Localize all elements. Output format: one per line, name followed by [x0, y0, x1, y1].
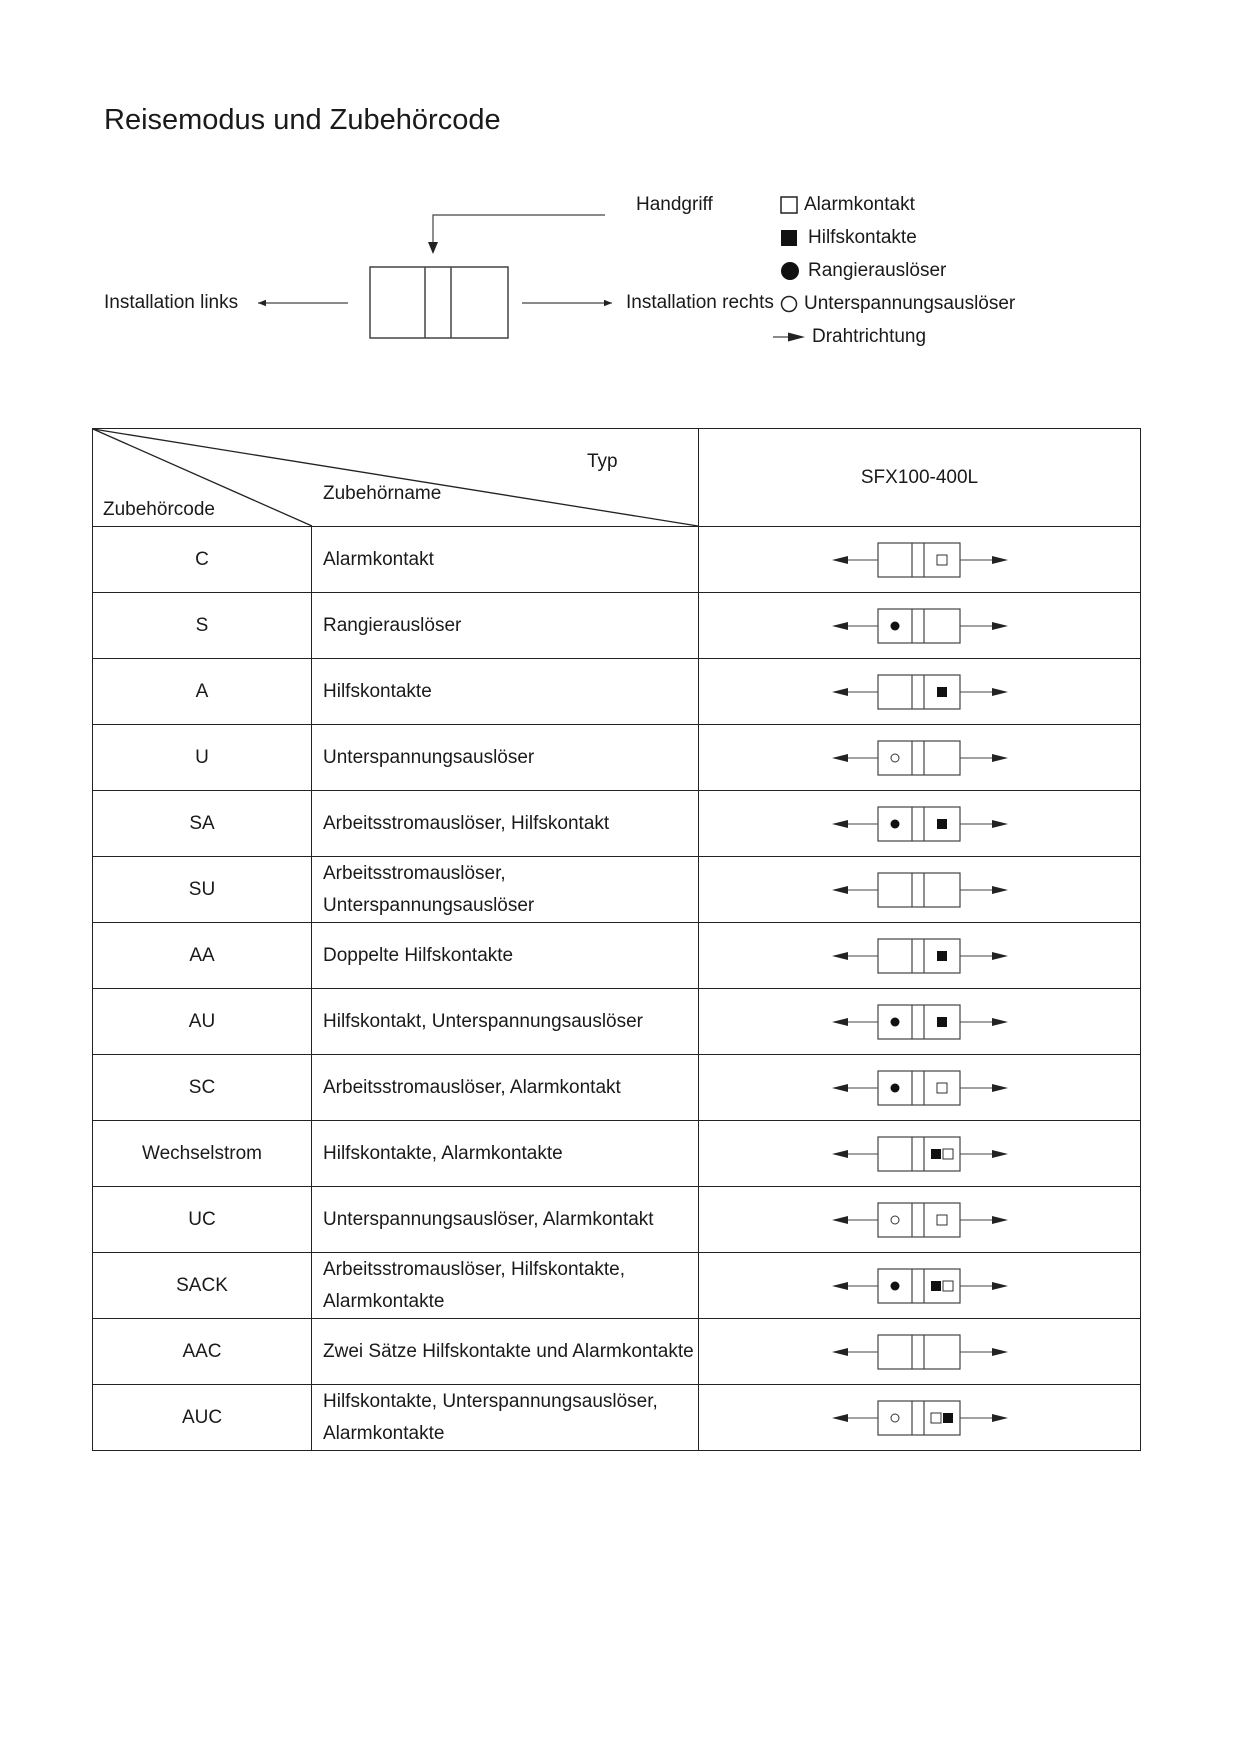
open-square-icon — [780, 196, 798, 214]
accessory-name: Alarmkontakt — [312, 527, 699, 593]
breaker-box — [878, 1071, 960, 1105]
accessory-name: Hilfskontakte, Alarmkontakte — [312, 1121, 699, 1187]
filled-circle-icon — [890, 1281, 899, 1290]
left-arrow-icon — [832, 820, 848, 828]
table-row — [93, 1121, 1141, 1187]
accessory-code: S — [93, 593, 312, 659]
accessory-diagram-cell — [699, 1055, 1141, 1121]
table-row — [93, 1385, 1141, 1451]
breaker-box — [878, 609, 960, 643]
accessory-name: Unterspannungsauslöser, Alarmkontakt — [312, 1187, 699, 1253]
filled-square-icon — [937, 1017, 947, 1027]
page-title: Reisemodus und Zubehörcode — [104, 104, 501, 136]
accessory-diagram-cell — [699, 1253, 1141, 1319]
breaker-mini-diagram — [830, 1134, 1010, 1174]
left-arrow-icon — [832, 1150, 848, 1158]
legend-item-aux: Hilfskontakte — [780, 226, 917, 250]
left-arrow-icon — [832, 952, 848, 960]
right-arrow-icon — [992, 886, 1008, 894]
header-name: Zubehörname — [323, 483, 442, 504]
legend-item-undervoltage: Unterspannungsauslöser — [780, 292, 1015, 316]
right-arrow-icon — [992, 754, 1008, 762]
right-arrow-icon — [992, 622, 1008, 630]
left-arrow-icon — [832, 1018, 848, 1026]
right-arrow-icon — [992, 556, 1008, 564]
table-row — [93, 1319, 1141, 1385]
install-right-label: Installation rechts — [626, 292, 774, 313]
right-arrow-icon — [992, 1018, 1008, 1026]
accessory-code: SU — [93, 857, 312, 923]
open-circle-icon — [891, 754, 899, 762]
left-arrow-icon — [832, 1414, 848, 1422]
accessory-code: U — [93, 725, 312, 791]
table-row — [93, 1187, 1141, 1253]
accessory-code: Wechselstrom — [93, 1121, 312, 1187]
header-code: Zubehörcode — [103, 499, 215, 520]
accessory-code: AUC — [93, 1385, 312, 1451]
right-arrow-icon — [992, 820, 1008, 828]
filled-circle-icon — [890, 819, 899, 828]
handle-pointer-arrowhead — [428, 242, 438, 254]
table-row — [93, 527, 1141, 593]
accessory-code: AU — [93, 989, 312, 1055]
wire-arrow-icon — [772, 331, 806, 343]
table-row — [93, 1055, 1141, 1121]
breaker-mini-diagram — [830, 540, 1010, 580]
accessory-diagram-cell — [699, 725, 1141, 791]
handle-pointer-line — [433, 215, 605, 252]
right-arrow-icon — [992, 688, 1008, 696]
right-arrow-icon — [992, 1282, 1008, 1290]
open-square-icon — [943, 1281, 953, 1291]
filled-square-icon — [937, 687, 947, 697]
breaker-box — [878, 1203, 960, 1237]
breaker-box — [878, 1005, 960, 1039]
table-row — [93, 923, 1141, 989]
accessory-code: SACK — [93, 1253, 312, 1319]
right-arrow-icon — [992, 1348, 1008, 1356]
accessory-code: UC — [93, 1187, 312, 1253]
filled-square-icon — [937, 819, 947, 829]
breaker-box — [878, 543, 960, 577]
accessory-diagram-cell — [699, 1385, 1141, 1451]
legend-item-shunt: Rangierauslöser — [780, 259, 946, 283]
table-header-row — [93, 429, 1141, 527]
breaker-body — [370, 267, 508, 338]
accessory-name: Doppelte Hilfskontakte — [312, 923, 699, 989]
right-arrow-icon — [992, 1084, 1008, 1092]
breaker-mini-diagram — [830, 1398, 1010, 1438]
accessory-diagram-cell — [699, 1187, 1141, 1253]
legend-item-wire: Drahtrichtung — [772, 325, 926, 349]
filled-circle-icon — [890, 1017, 899, 1026]
table-row — [93, 659, 1141, 725]
filled-circle-icon — [890, 621, 899, 630]
open-circle-icon — [780, 295, 798, 313]
table-row — [93, 593, 1141, 659]
right-arrow-icon — [992, 1414, 1008, 1422]
breaker-box — [878, 675, 960, 709]
accessory-name: Arbeitsstromauslöser, Alarmkontakt — [312, 1055, 699, 1121]
accessory-name: Hilfskontakte, Unterspannungsauslöser, Alarmkontakte — [312, 1385, 699, 1451]
right-arrow-icon — [992, 1216, 1008, 1224]
accessory-diagram-cell — [699, 593, 1141, 659]
left-arrow-icon — [832, 1348, 848, 1356]
handle-label: Handgriff — [636, 194, 713, 215]
breaker-mini-diagram — [830, 1002, 1010, 1042]
breaker-box — [878, 873, 960, 907]
accessory-name: Arbeitsstromauslöser, Hilfskontakt — [312, 791, 699, 857]
accessory-code: C — [93, 527, 312, 593]
filled-square-icon — [931, 1149, 941, 1159]
accessory-code: SA — [93, 791, 312, 857]
breaker-mini-diagram — [830, 1266, 1010, 1306]
breaker-mini-diagram — [830, 606, 1010, 646]
left-arrow-icon — [832, 1216, 848, 1224]
breaker-mini-diagram — [830, 936, 1010, 976]
breaker-box — [878, 807, 960, 841]
breaker-mini-diagram — [830, 738, 1010, 778]
accessory-name: Hilfskontakte — [312, 659, 699, 725]
accessory-diagram-cell — [699, 857, 1141, 923]
table-row — [93, 725, 1141, 791]
header-type: Typ — [587, 451, 618, 472]
table-row — [93, 791, 1141, 857]
accessory-diagram-cell — [699, 659, 1141, 725]
accessory-name: Rangierauslöser — [312, 593, 699, 659]
breaker-box — [878, 741, 960, 775]
header-model: SFX100-400L — [699, 429, 1141, 527]
filled-circle-icon — [890, 1083, 899, 1092]
open-circle-icon — [891, 1216, 899, 1224]
accessory-name: Arbeitsstromauslöser, Unterspannungsauslöser — [312, 857, 699, 923]
accessory-diagram-cell — [699, 989, 1141, 1055]
breaker-mini-diagram — [830, 1332, 1010, 1372]
accessory-name: Zwei Sätze Hilfskontakte und Alarmkontakte — [312, 1319, 699, 1385]
filled-square-icon — [780, 229, 798, 247]
accessory-code: AAC — [93, 1319, 312, 1385]
open-circle-icon — [891, 1414, 899, 1422]
accessory-name: Unterspannungsauslöser — [312, 725, 699, 791]
breaker-mini-diagram — [830, 672, 1010, 712]
right-arrow-icon — [992, 1150, 1008, 1158]
left-arrow-icon — [832, 1282, 848, 1290]
open-square-icon — [931, 1413, 941, 1423]
accessory-code: SC — [93, 1055, 312, 1121]
left-arrow-icon — [832, 886, 848, 894]
table-row — [93, 989, 1141, 1055]
table-row — [93, 1253, 1141, 1319]
breaker-mini-diagram — [830, 870, 1010, 910]
left-arrow-icon — [832, 1084, 848, 1092]
accessory-name: Arbeitsstromauslöser, Hilfskontakte, Alarmkontakte — [312, 1253, 699, 1319]
breaker-box — [878, 939, 960, 973]
left-arrow-icon — [832, 556, 848, 564]
accessory-diagram-cell — [699, 1121, 1141, 1187]
accessory-name: Hilfskontakt, Unterspannungsauslöser — [312, 989, 699, 1055]
accessory-code: A — [93, 659, 312, 725]
accessory-diagram-cell — [699, 923, 1141, 989]
install-left-label: Installation links — [104, 292, 239, 313]
breaker-mini-diagram — [830, 1200, 1010, 1240]
accessory-diagram-cell — [699, 527, 1141, 593]
left-arrow-icon — [832, 622, 848, 630]
open-square-icon — [937, 555, 947, 565]
filled-square-icon — [943, 1413, 953, 1423]
filled-circle-icon — [780, 261, 800, 281]
open-square-icon — [937, 1083, 947, 1093]
accessory-diagram-cell — [699, 791, 1141, 857]
installation-diagram — [0, 0, 1240, 380]
accessory-code: AA — [93, 923, 312, 989]
breaker-box — [878, 1335, 960, 1369]
left-arrow-icon — [832, 688, 848, 696]
header-diagonal-cell — [93, 429, 699, 527]
accessory-table — [92, 428, 1141, 1451]
table-row — [93, 857, 1141, 923]
filled-square-icon — [937, 951, 947, 961]
breaker-mini-diagram — [830, 1068, 1010, 1108]
open-square-icon — [937, 1215, 947, 1225]
filled-square-icon — [931, 1281, 941, 1291]
breaker-mini-diagram — [830, 804, 1010, 844]
legend-item-alarm: Alarmkontakt — [780, 193, 915, 217]
open-square-icon — [943, 1149, 953, 1159]
right-arrow-icon — [992, 952, 1008, 960]
left-arrow-icon — [832, 754, 848, 762]
accessory-diagram-cell — [699, 1319, 1141, 1385]
